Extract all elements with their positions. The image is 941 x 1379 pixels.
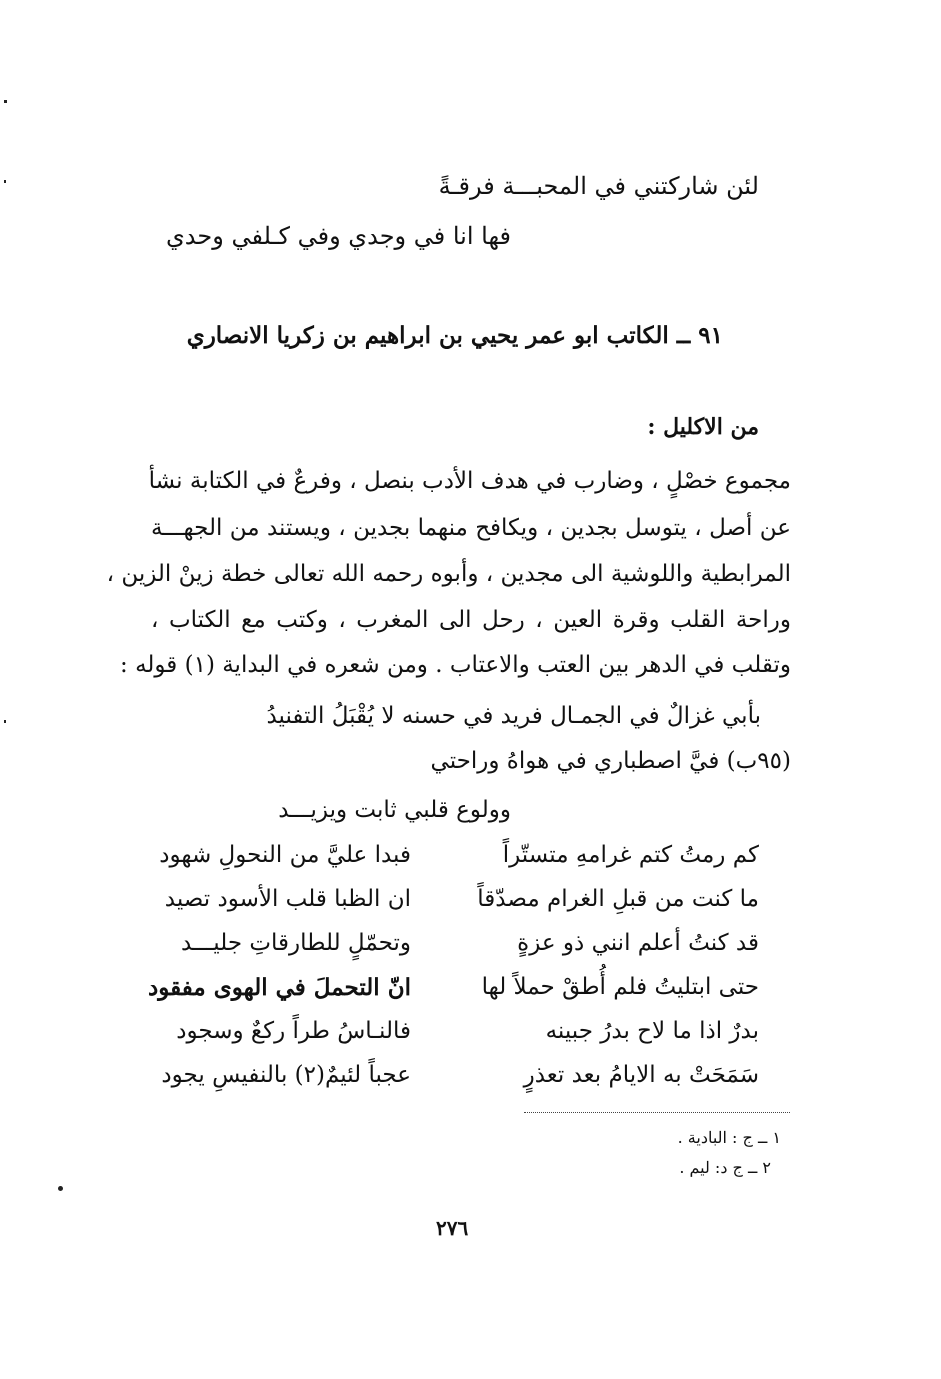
footnote-1: ١ ــ ج : البادية . <box>677 1128 781 1147</box>
couplet-3-first: قد كنتُ أعلم انني ذو عزةٍ <box>517 930 759 956</box>
opening-poem-line-2: فها انا في وجدي وفي كـلفي وحدي <box>166 222 511 250</box>
footnote-2: ٢ ــ ج د: ليم . <box>679 1158 771 1177</box>
couplet-4-first: حتى ابتليتُ فلم أُطقْ حملاً لها <box>481 974 759 1000</box>
poem-line-2: (٩٥ب) فيَّ اصطباري في هواهُ وراحتي <box>430 748 791 774</box>
source-label: من الاكليل : <box>647 414 759 440</box>
scan-edge-mark <box>4 180 6 183</box>
prose-line-2: عن أصل ، يتوسل بجدين ، ويكافح منهما بجدين ، ويستند من الجهـــة <box>151 515 791 541</box>
page-number: ٢٧٦ <box>436 1216 469 1240</box>
couplet-2-first: ما كنت من قبلِ الغرام مصدّقاً <box>477 886 759 912</box>
scan-edge-mark <box>58 1186 63 1191</box>
couplet-2-second: ان الظبا قلب الأسود تصيد <box>164 886 411 912</box>
entry-heading: ٩١ ــ الكاتب ابو عمر يحيي بن ابراهيم بن زكريا الانصاري <box>186 322 723 349</box>
prose-line-4: وراحة القلب وقرة العين ، رحل الى المغرب ، وكتب مع الكتاب ، <box>151 607 791 633</box>
footnote-separator <box>524 1112 790 1113</box>
couplet-5-first: بدرٌ اذا ما لاح بدرُ جبينه <box>545 1018 759 1044</box>
scan-edge-mark <box>4 720 6 723</box>
couplet-3-second: وتحمّلٍ للطارقاتِ جليـــد <box>180 930 411 956</box>
prose-line-1: مجموع خصْلٍ ، وضارب في هدف الأدب بنصل ، وفرعٌ في الكتابة نشأ <box>148 468 791 494</box>
couplet-6-first: سَمَحَتْ به الايامُ بعد تعذرٍ <box>523 1062 759 1088</box>
couplet-6-second: عجباً لئيمٌ(٢) بالنفيسِ يجود <box>161 1062 411 1088</box>
scan-edge-mark <box>4 100 7 103</box>
poem-line-1: بأبي غزالٌ في الجمـال فريد في حسنه لا يُقْبَلُ التفنيدُ <box>266 703 761 729</box>
poem-line-3: وولوع قلبي ثابت ويزيـــد <box>278 797 511 823</box>
prose-line-3: المرابطية واللوشية الى مجدين ، وأبوه رحمه الله تعالى خطة زينْ الزين ، <box>106 561 791 587</box>
couplet-1-first: كم رمتُ كتم غرامهِ متستّراً <box>502 842 759 868</box>
opening-poem-line-1: لئن شاركتني في المحبـــة فرقـةً <box>438 172 759 200</box>
couplet-4-second: انّ التحملَ في الهوى مفقود <box>148 974 411 1001</box>
couplet-1-second: فبدا عليَّ من النحولِ شهود <box>159 842 411 868</box>
prose-line-5: وتقلب في الدهر بين العتب والاعتاب . ومن شعره في البداية (١) قوله : <box>120 652 791 678</box>
couplet-5-second: فالنـاسُ طراً ركعٌ وسجود <box>176 1018 411 1044</box>
